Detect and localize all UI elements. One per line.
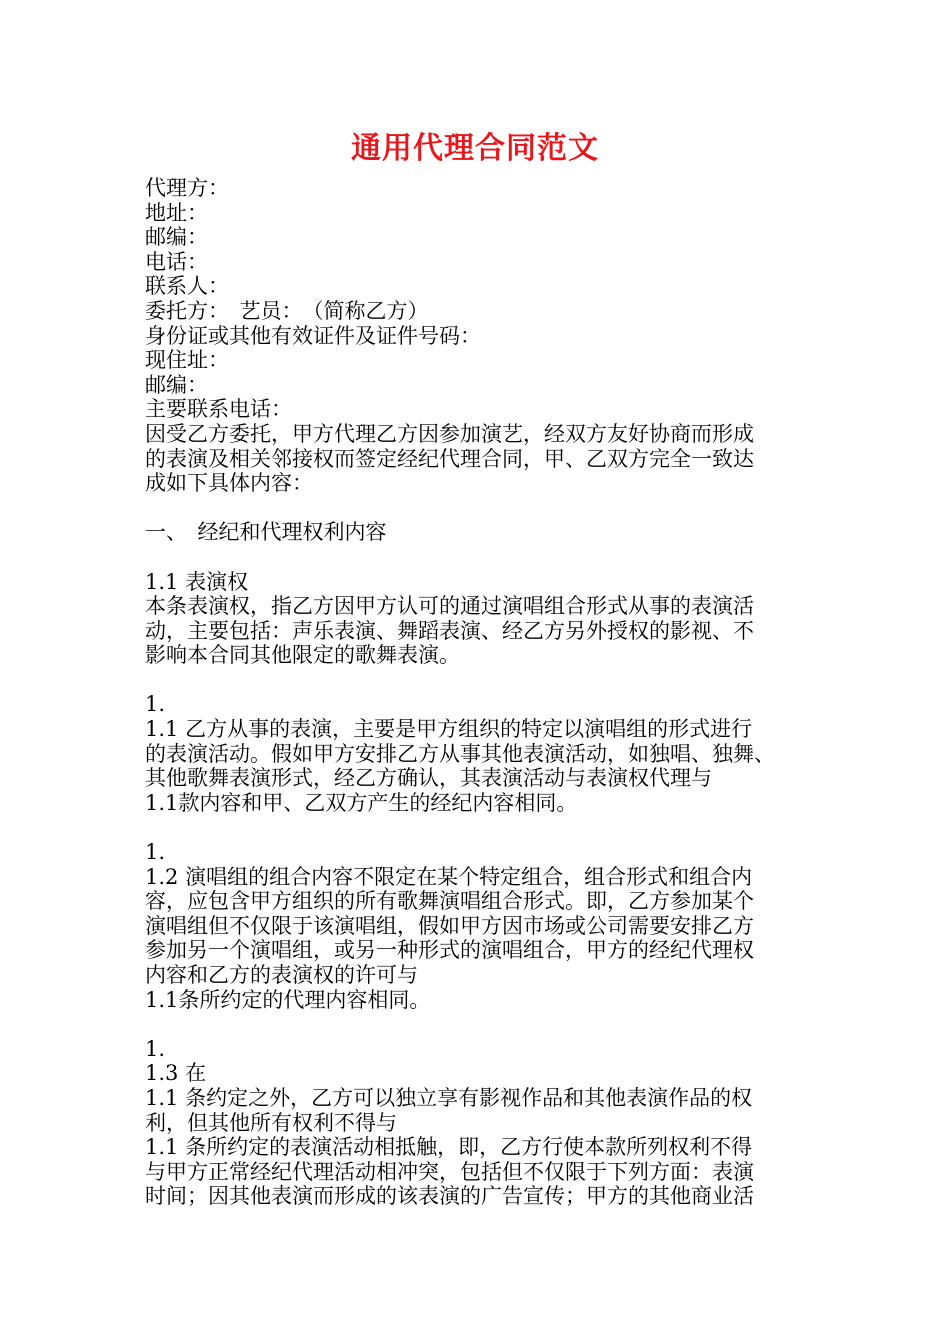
text-line — [145, 1012, 825, 1037]
text-line: 参加另一个演唱组，或另一种形式的演唱组合，甲方的经纪代理权 — [145, 938, 754, 963]
text-line: 时间；因其他表演而形成的该表演的广告宣传；甲方的其他商业活 — [145, 1184, 754, 1209]
document-body — [145, 176, 825, 1209]
text-line: 邮编： — [145, 372, 208, 397]
text-line: 1. — [145, 1036, 166, 1061]
text-line — [145, 668, 825, 693]
text-line: 1.1 乙方从事的表演，主要是甲方组织的特定以演唱组的形式进行 — [145, 717, 753, 742]
text-line: 1.1 条约定之外，乙方可以独立享有影视作品和其他表演作品的权 — [145, 1085, 753, 1110]
text-line: 的表演及相关邻接权而签定经纪代理合同，甲、乙双方完全一致达 — [145, 446, 754, 471]
text-line: 1. — [145, 840, 166, 865]
text-line: 影响本合同其他限定的歌舞表演。 — [145, 643, 460, 668]
text-line — [145, 496, 825, 521]
text-line: 邮编： — [145, 225, 208, 250]
text-line — [145, 545, 825, 570]
text-line: 1.1 表演权 — [145, 569, 249, 594]
text-line: 1. — [145, 692, 166, 717]
text-line: 的表演活动。假如甲方安排乙方从事其他表演活动，如独唱、独舞、 — [145, 741, 775, 766]
text-line: 成如下具体内容： — [145, 471, 313, 496]
text-line: 演唱组但不仅限于该演唱组，假如甲方因市场或公司需要安排乙方 — [145, 913, 754, 938]
text-line — [145, 815, 825, 840]
text-line: 一、 经纪和代理权利内容 — [145, 520, 387, 545]
text-line: 主要联系电话： — [145, 397, 292, 422]
text-line: 与甲方正常经纪代理活动相冲突，包括但不仅限于下列方面：表演 — [145, 1159, 754, 1184]
text-line: 1.3 在 — [145, 1061, 207, 1086]
text-line: 1.2 演唱组的组合内容不限定在某个特定组合，组合形式和组合内 — [145, 864, 753, 889]
text-line: 身份证或其他有效证件及证件号码： — [145, 323, 481, 348]
text-line: 动，主要包括：声乐表演、舞蹈表演、经乙方另外授权的影视、不 — [145, 618, 754, 643]
text-line: 电话： — [145, 249, 208, 274]
text-line: 内容和乙方的表演权的许可与 — [145, 963, 418, 987]
text-line: 因受乙方委托，甲方代理乙方因参加演艺，经双方友好协商而形成 — [145, 421, 754, 446]
text-line: 1.1条所约定的代理内容相同。 — [145, 987, 431, 1012]
text-line: 委托方： 艺员： （简称乙方） — [145, 298, 429, 323]
text-line: 联系人： — [145, 274, 229, 299]
text-line: 其他歌舞表演形式，经乙方确认，其表演活动与表演权代理与 — [145, 766, 712, 791]
text-line: 容，应包含甲方组织的所有歌舞演唱组合形式。即，乙方参加某个 — [145, 889, 754, 914]
document-title: 通用代理合同范文 — [351, 131, 599, 166]
text-line: 代理方： — [145, 176, 229, 200]
text-line: 1.1 条所约定的表演活动相抵触，即，乙方行使本款所列权利不得 — [145, 1135, 753, 1160]
text-line: 现住址： — [145, 348, 229, 373]
text-line: 1.1款内容和甲、乙双方产生的经纪内容相同。 — [145, 790, 578, 815]
text-line: 地址： — [145, 200, 208, 225]
text-line: 利，但其他所有权利不得与 — [145, 1110, 397, 1135]
text-line: 本条表演权，指乙方因甲方认可的通过演唱组合形式从事的表演活 — [145, 594, 754, 619]
